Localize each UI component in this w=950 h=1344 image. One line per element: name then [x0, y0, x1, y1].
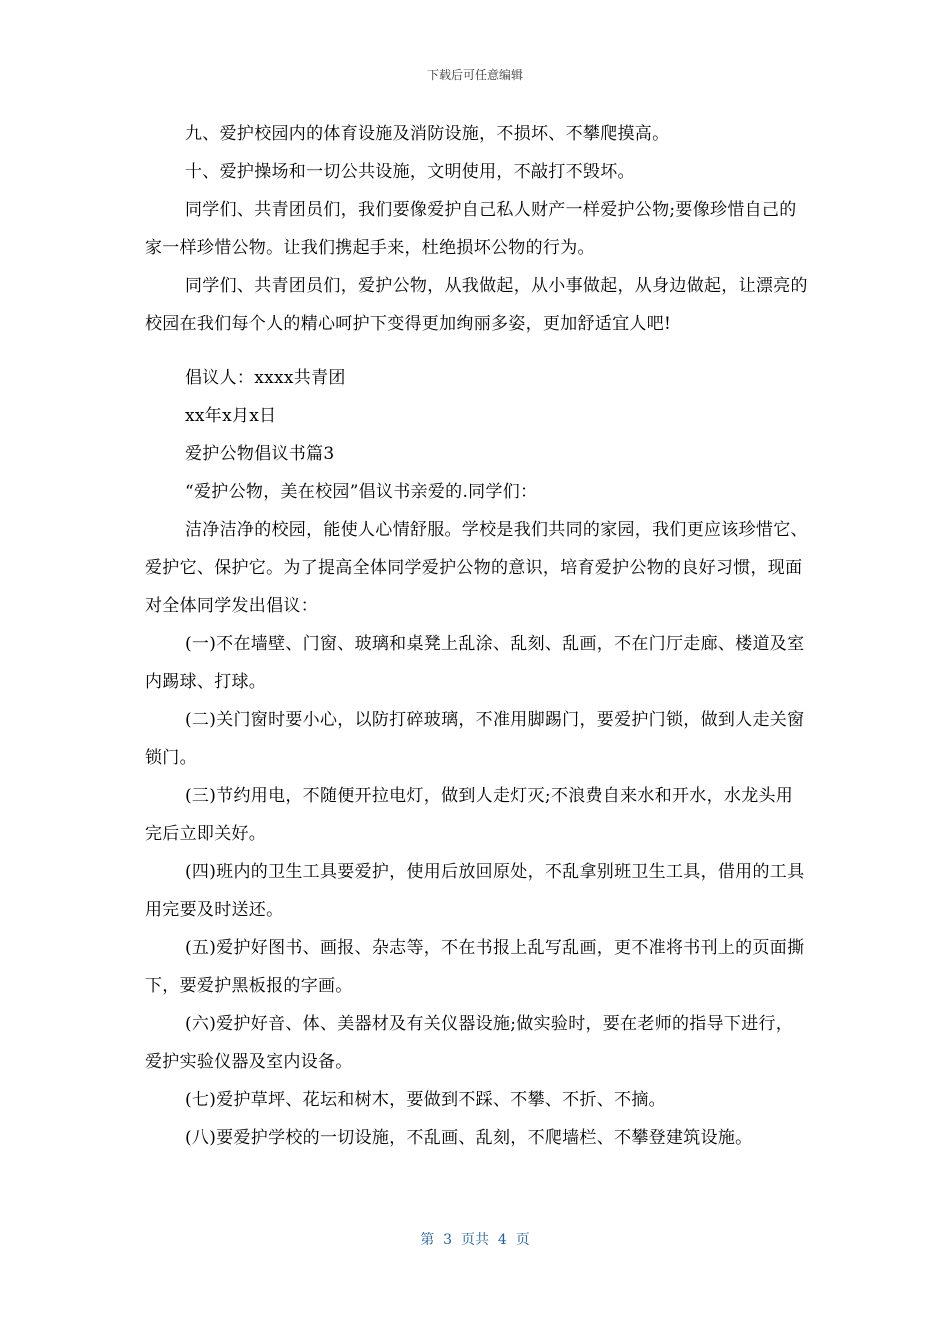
proposal-item-2: (二)关门窗时要小心，以防打碎玻璃，不准用脚踢门，要爱护门锁，做到人走关窗锁门。: [145, 710, 805, 768]
signature-date: xx年x月x日: [185, 406, 277, 426]
proposal-item-7: (七)爱护草坪、花坛和树木，要做到不踩、不攀、不折、不摘。: [185, 1090, 666, 1110]
proposal-item-4: (四)班内的卫生工具要爱护，使用后放回原处，不乱拿别班卫生工具，借用的工具用完要及时送还。: [145, 862, 805, 920]
proposal-heading: “爱护公物，美在校园”倡议书亲爱的.同学们：: [185, 482, 538, 502]
paragraph-item-10: 十、爱护操场和一切公共设施，文明使用，不敲打不毁坏。: [185, 162, 635, 182]
paragraph-appeal-1: 同学们、共青团员们，我们要像爱护自己私人财产一样爱护公物;要像珍惜自己的家一样珍惜公物。让我们携起手来，杜绝损坏公物的行为。: [145, 200, 797, 258]
page-number-footer: 第 3 页共 4 页: [420, 1232, 530, 1248]
proposal-item-1: (一)不在墙壁、门窗、玻璃和桌凳上乱涂、乱刻、乱画，不在门厅走廊、楼道及室内踢球、打球。: [145, 634, 805, 692]
document-body: [145, 115, 810, 1157]
signature-initiator: 倡议人：xxxx共青团: [185, 368, 346, 388]
proposal-item-8: (八)要爱护学校的一切设施，不乱画、乱刻，不爬墙栏、不攀登建筑设施。: [185, 1128, 753, 1148]
proposal-item-6: (六)爱护好音、体、美器材及有关仪器设施;做实验时，要在老师的指导下进行，爱护实验仪器及室内设备。: [145, 1014, 794, 1072]
section-title: 爱护公物倡议书篇3: [185, 444, 335, 464]
page-header: 下载后可任意编辑: [426, 68, 523, 82]
paragraph-item-9: 九、爱护校园内的体育设施及消防设施，不损坏、不攀爬摸高。: [185, 124, 670, 144]
proposal-item-5: (五)爱护好图书、画报、杂志等，不在书报上乱写乱画，更不准将书刊上的页面撕下，要爱护黑板报的字画。: [145, 938, 805, 996]
spacer: [145, 343, 810, 359]
proposal-item-3: (三)节约用电，不随便开拉电灯，做到人走灯灭;不浪费自来水和开水，水龙头用完后立即关好。: [145, 786, 794, 844]
paragraph-appeal-2: 同学们、共青团员们，爱护公物，从我做起，从小事做起，从身边做起，让漂亮的校园在我们每个人的精心呵护下变得更加绚丽多姿，更加舒适宜人吧!: [145, 276, 808, 334]
paragraph-intro: 洁净洁净的校园，能使人心情舒服。学校是我们共同的家园，我们更应该珍惜它、爱护它、保护它。为了提高全体同学爱护公物的意识，培育爱护公物的良好习惯，现面对全体同学发出倡议：: [145, 520, 808, 616]
